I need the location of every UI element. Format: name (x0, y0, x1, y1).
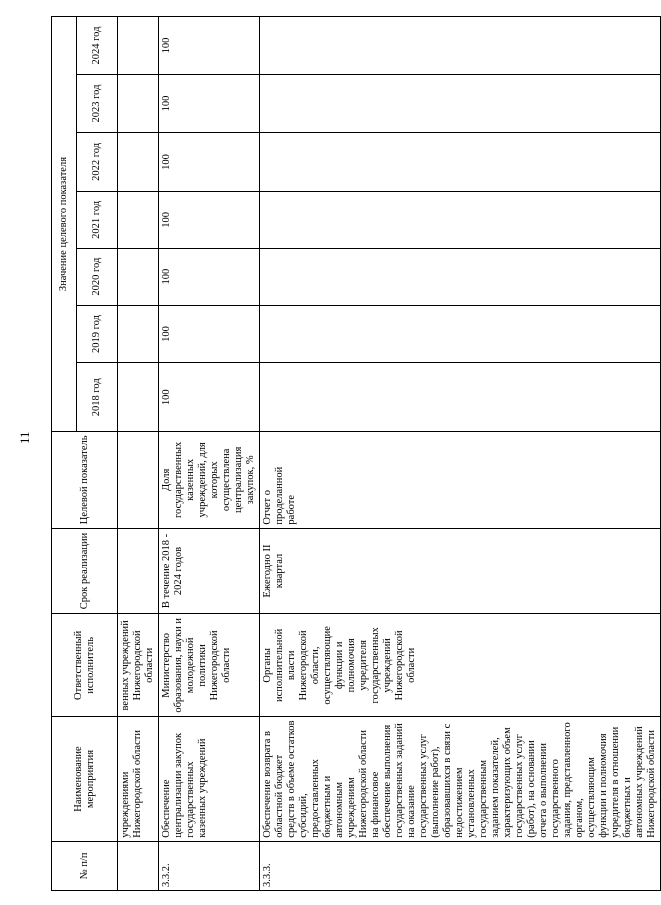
header-indicator: Целевой показатель (52, 432, 118, 529)
header-year: 2020 год (77, 248, 118, 305)
cell-value (118, 248, 159, 305)
cell-value: 100 (159, 17, 260, 75)
cell-name: учреждениями Нижегородской области (118, 717, 159, 841)
cell-indicator (118, 432, 159, 529)
cell-value: 100 (159, 75, 260, 133)
cell-value (118, 191, 159, 248)
cell-value: 100 (159, 248, 260, 305)
cell-num (118, 841, 159, 890)
cell-value: 100 (159, 191, 260, 248)
header-term: Срок реализации (52, 528, 118, 614)
table-row (159, 17, 260, 891)
header-num: № п/п (52, 841, 118, 890)
cell-value (260, 363, 661, 432)
cell-value (260, 305, 661, 363)
cell-term: В течение 2018 - 2024 годов (159, 528, 260, 614)
cell-value (118, 132, 159, 191)
measures-table (51, 16, 661, 891)
cell-responsible: Органы исполнительной власти Нижегородской области, осуществляющие функции и полномочия учредителя государственных учреждений Нижегородской области (260, 614, 661, 717)
cell-value: 100 (159, 363, 260, 432)
rotated-table-container (51, 16, 657, 891)
cell-term (118, 528, 159, 614)
table-row (260, 17, 661, 891)
header-year: 2021 год (77, 191, 118, 248)
cell-value (260, 191, 661, 248)
cell-value (118, 17, 159, 75)
cell-value (118, 363, 159, 432)
header-name: Наименование мероприятия (52, 717, 118, 841)
cell-name: Обеспечение возврата в областной бюджет средств в объеме остатков субсидий, предоставленных бюджетным и автономным учреждениям Нижегородской области на финансовое обеспечение выполнения государственных заданий на оказание государственных услуг (выполнение работ), образовавшихся в связи с недостижением установленных государственным заданием показателей, характеризующих объем государственных услуг (работ), на основании отчета о выполнении государственного задания, представленного органом, осуществляющим функции и полномочия учредителя в отношении бюджетных и автономных учреждений Нижегородской области (260, 717, 661, 841)
header-responsible: Ответственный исполнитель (52, 614, 118, 717)
cell-value: 100 (159, 132, 260, 191)
cell-value: 100 (159, 305, 260, 363)
header-year: 2024 год (77, 17, 118, 75)
table-row (118, 17, 159, 891)
cell-term: Ежегодно II квартал (260, 528, 661, 614)
cell-value (260, 132, 661, 191)
cell-responsible: Министерство образования, науки и молодежной политики Нижегородской области (159, 614, 260, 717)
cell-name: Обеспечение централизации закупок государственных казенных учреждений (159, 717, 260, 841)
cell-value (260, 248, 661, 305)
cell-indicator: Доля государственных казенных учреждений, для которых осуществлена централизация закупок, % (159, 432, 260, 529)
header-values-group: Значение целевого показателя (52, 17, 77, 432)
cell-responsible: венных учреждений Нижегородской области (118, 614, 159, 717)
cell-value (118, 75, 159, 133)
cell-value (260, 75, 661, 133)
header-year: 2019 год (77, 305, 118, 363)
header-year: 2018 год (77, 363, 118, 432)
header-year: 2023 год (77, 75, 118, 133)
page-number: 11 (17, 431, 32, 444)
header-year: 2022 год (77, 132, 118, 191)
cell-num: 3.3.3. (260, 841, 661, 890)
cell-indicator: Отчет о проделанной работе (260, 432, 661, 529)
cell-value (118, 305, 159, 363)
cell-num: 3.3.2. (159, 841, 260, 890)
cell-value (260, 17, 661, 75)
